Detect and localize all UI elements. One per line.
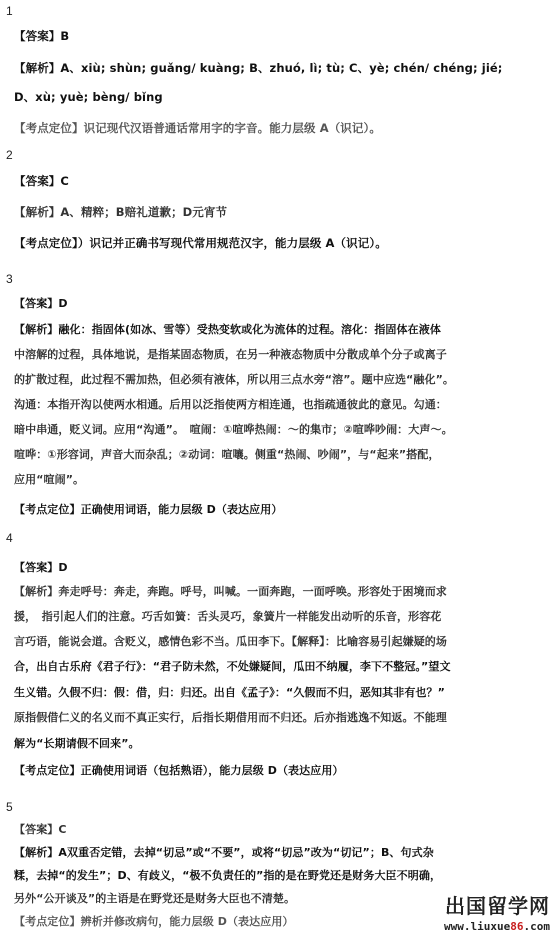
exam-point-line: 【考点定位】正确使用词语，能力层级 D（表达应用） (14, 503, 283, 516)
analysis-line: 另外“公开谈及”的主语是在野党还是财务大臣也不清楚。 (14, 892, 296, 905)
analysis-line: 生义错。久假不归：假：借，归：归还。出自《孟子》：“久假而不归，恶知其非有也？” (14, 686, 445, 699)
analysis-line: 【解析】A双重否定错，去掉“切忌”或“不要”，或将“切忌”改为“切记”；B、句式杂 (14, 846, 434, 859)
analysis-line: 解为“长期请假不回来”。 (14, 737, 140, 750)
analysis-line: 中溶解的过程，具体地说，是指某固态物质，在另一种液态物质中分散成单个分子或离子 (14, 348, 447, 361)
analysis-line: 【解析】A、xiù; shùn; guǎng/ kuàng; B、zhuó, lì; tù; C、yè; chén/ chéng; jié; (14, 61, 503, 75)
exam-point-line: 【考点定位】）识记并正确书写现代常用规范汉字，能力层级 A（识记）。 (14, 236, 387, 250)
watermark-url-suffix: .com (523, 920, 550, 933)
analysis-line: 的扩散过程，此过程不需加热，但必须有液体，所以用三点水旁“溶”。题中应选“融化”。 (14, 373, 455, 386)
answer-line: 【答案】D (14, 561, 68, 574)
answer-line: 【答案】C (14, 174, 69, 188)
analysis-line: 【解析】奔走呼号：奔走，奔跑。呼号，叫喊。一面奔跑，一面呼唤。形容处于困境而求 (14, 585, 447, 598)
analysis-line: 【解析】融化：指固体(如冰、雪等）受热变软或化为流体的过程。溶化：指固体在液体 (14, 323, 441, 336)
analysis-line: 喧哗：①形容词，声音大而杂乱；②动词：喧嚷。侧重“热闹、吵闹”，与“起来”搭配， (14, 448, 440, 461)
site-watermark (444, 890, 550, 933)
watermark-url (444, 920, 550, 933)
question-number: 4 (6, 531, 13, 545)
analysis-line: 【解析】A、精粹；B赔礼道歉；D元宵节 (14, 205, 228, 219)
question-number: 2 (6, 148, 13, 162)
analysis-line: 应用“喧闹”。 (14, 473, 85, 486)
exam-point-line: 【考点定位】正确使用词语（包括熟语），能力层级 D（表达应用） (14, 764, 344, 777)
analysis-line: 合，出自古乐府《君子行》：“君子防未然，不处嫌疑间，瓜田不纳履，李下不整冠。”望文 (14, 660, 451, 673)
exam-point-line: 【考点定位】辨析并修改病句，能力层级 D（表达应用） (14, 915, 294, 928)
watermark-site-name: 出国留学网 (445, 894, 550, 918)
analysis-line: 沟通：本指开沟以使两水相通。后用以泛指使两方相连通，也指疏通彼此的意见。勾通： (14, 398, 447, 411)
question-number: 5 (6, 800, 13, 814)
answer-line: 【答案】B (14, 29, 70, 43)
answer-line: 【答案】C (14, 823, 67, 836)
analysis-line: 言巧语，能说会道。含贬义，感情色彩不当。瓜田李下。【解释】：比喻容易引起嫌疑的场 (14, 635, 447, 648)
answer-line: 【答案】D (14, 297, 68, 310)
analysis-line: D、xù; yuè; bèng/ bǐng (14, 90, 163, 104)
question-number: 3 (6, 272, 13, 286)
exam-point-line: 【考点定位】识记现代汉语普通话常用字的字音。能力层级 A（识记）。 (14, 121, 381, 135)
analysis-line: 糅，去掉“的发生”；D、有歧义，“极不负责任的”指的是在野党还是财务大臣不明确， (14, 869, 442, 882)
analysis-line: 原指假借仁义的名义而不真正实行，后指长期借用而不归还。后亦指逃逸不知返。不能理 (14, 711, 447, 724)
question-number: 1 (6, 4, 13, 18)
watermark-url-highlight: 86 (510, 920, 524, 933)
watermark-url-prefix: www.liuxue (444, 920, 511, 933)
analysis-line: 暗中串通，贬义词。应用“沟通”。 喧闹：①喧哗热闹：～的集市；②喧哗吵闹：大声～。 (14, 423, 453, 436)
analysis-line: 援， 指引起人们的注意。巧舌如簧：舌头灵巧，象簧片一样能发出动听的乐音，形容花 (14, 610, 442, 623)
